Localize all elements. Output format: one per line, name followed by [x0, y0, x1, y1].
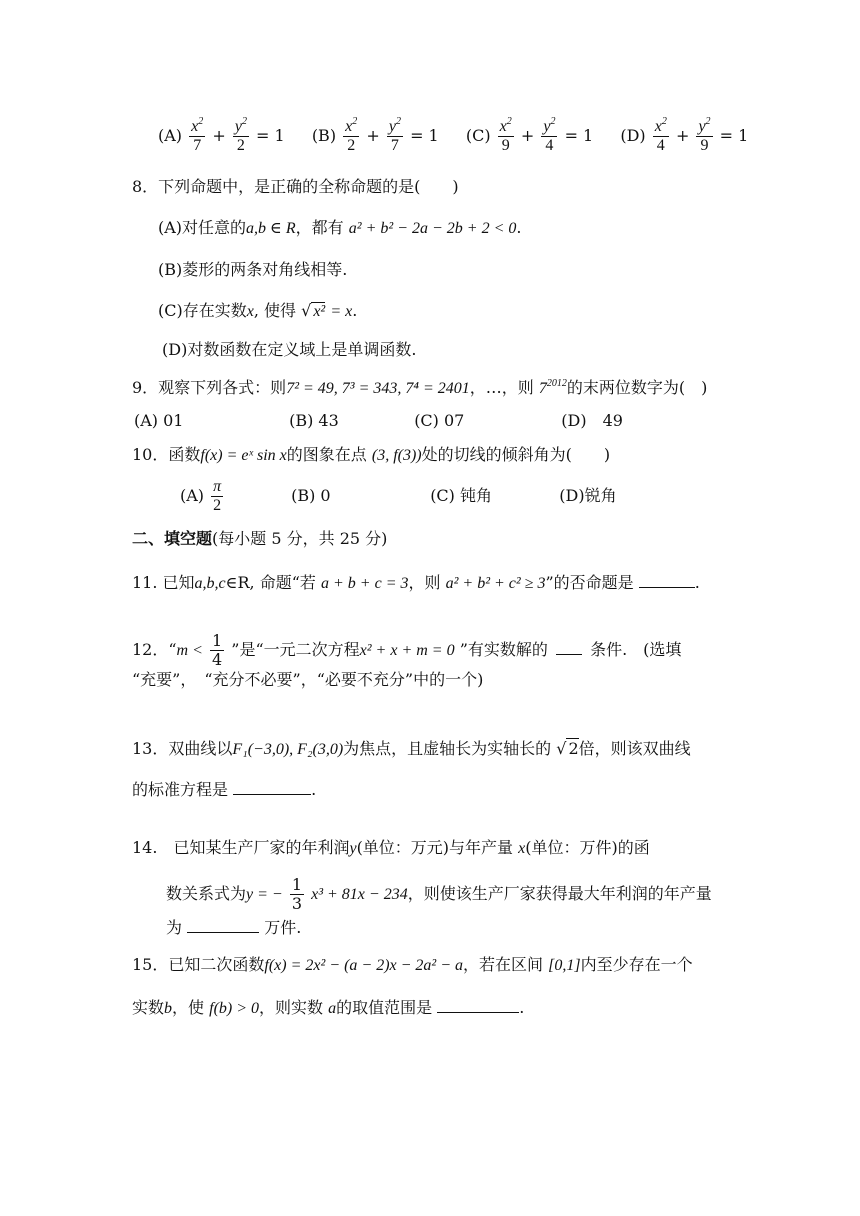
q14-line-3: 为 万件.: [166, 918, 302, 937]
q13-line-2: 的标准方程是 .: [132, 780, 317, 799]
q10-option-d: (D)锐角: [559, 486, 617, 505]
q8-option-c: (C)存在实数x, 使得 √ x² = x.: [158, 301, 358, 320]
q10-stem: 10．函数f(x) = eˣ sin x的图象在点 (3, f(3))处的切线的倾斜角为( ): [132, 445, 611, 464]
q13-line-1: 13．双曲线以F₁(−3,0), F₂(3,0)为焦点，且虚轴长为实轴长的 √ 2倍，则该双曲线: [132, 739, 691, 758]
q15-line-1: 15．已知二次函数f(x) = 2x² − (a − 2)x − 2a² − a，若在区间 [0,1]内至少存在一个: [132, 955, 693, 974]
q8-option-b: (B)菱形的两条对角线相等.: [158, 260, 348, 279]
answer-blank[interactable]: [556, 638, 582, 655]
answer-blank[interactable]: [639, 571, 695, 588]
q7-options: [158, 118, 770, 155]
q15-line-2: 实数b，使 f(b) > 0，则实数 a的取值范围是 .: [132, 998, 525, 1017]
q7-option-b: (B) $\frac{x^2}{2}$ + $\frac{y^2}{7}$ = 1: [311, 116, 439, 154]
q7-option-a: (A) $\frac{x^2}{7}$ + $\frac{y^2}{2}$ = 1: [158, 116, 285, 154]
section-heading: 二、填空题(每小题 5 分，共 25 分): [132, 529, 388, 548]
q9-option-d: (D) 49: [561, 411, 623, 430]
q11: 11. 已知a,b,c∈R, 命题“若 a + b + c = 3，则 a² + b² + c² ≥ 3”的否命题是 .: [132, 573, 700, 592]
option-label: (A): [158, 126, 183, 145]
option-label: (D): [620, 126, 646, 145]
q9-option-c: (C) 07: [414, 411, 465, 430]
q14-line-1: 14. 已知某生产厂家的年利润y(单位：万元)与年产量 x(单位：万件)的函: [132, 838, 650, 857]
q9-option-a: (A) 01: [134, 411, 184, 430]
q12-line-2: “充要”， “充分不必要”，“必要不充分”中的一个): [132, 670, 484, 689]
option-label: (B): [311, 126, 337, 145]
q9-stem: 9．观察下列各式：则7² = 49, 7³ = 343, 7⁴ = 2401，…，则 $7^{2012}$的末两位数字为( ): [132, 378, 708, 397]
answer-blank[interactable]: [187, 916, 259, 933]
answer-blank[interactable]: [233, 778, 311, 795]
answer-blank[interactable]: [437, 996, 519, 1013]
q12-line-1: 12．“m < $\frac{1}{4}$ ”是“一元二次方程x² + x + m = 0 ”有实数解的 条件. (选填: [132, 631, 682, 669]
q8-option-a: (A)对任意的a,b ∈ R，都有 a² + b² − 2a − 2b + 2 < 0.: [158, 218, 522, 237]
q8-stem: 8．下列命题中，是正确的全称命题的是( ): [132, 177, 459, 196]
q7-option-d: (D) $\frac{x^2}{4}$ + $\frac{y^2}{9}$ = 1: [620, 116, 749, 154]
q14-line-2: 数关系式为y = − $\frac{1}{3}$ x³ + 81x − 234，则使该生产厂家获得最大年利润的年产量: [166, 875, 712, 913]
q8-option-d: (D)对数函数在定义域上是单调函数.: [162, 340, 417, 359]
q7-option-c: (C) $\frac{x^2}{9}$ + $\frac{y^2}{4}$ = 1: [465, 116, 594, 154]
q9-option-b: (B) 43: [289, 411, 339, 430]
q10-option-a: (A) $\frac{\pi}{2}$: [180, 478, 222, 514]
q10-option-b: (B) 0: [291, 486, 331, 505]
q10-options: [180, 478, 617, 515]
q9-options: [134, 411, 623, 430]
q10-option-c: (C) 钝角: [430, 486, 493, 505]
option-label: (C): [465, 126, 491, 145]
